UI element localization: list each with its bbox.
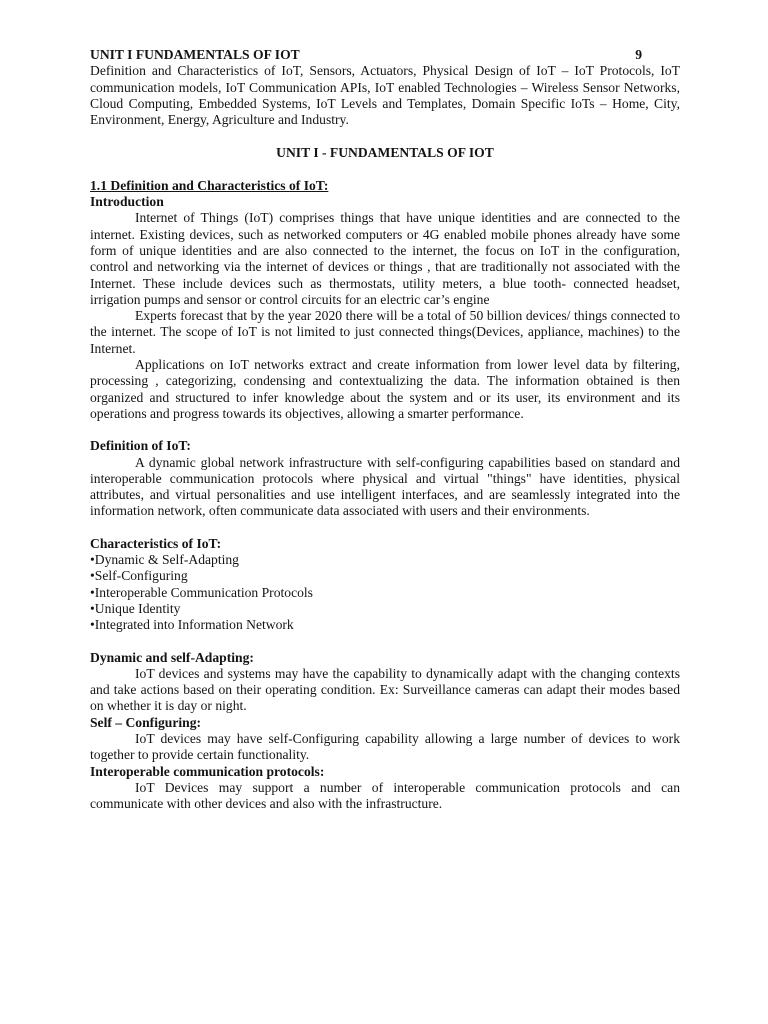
section-heading-1-1: 1.1 Definition and Characteristics of IoT:: [90, 177, 329, 193]
document-page: [90, 47, 680, 812]
self-configuring-text: IoT devices may have self-Configuring capability allowing a large number of devices to work together to provide certain functionality.: [90, 730, 680, 763]
intro-paragraph: Internet of Things (IoT) comprises things that have unique identities and are connected to the internet. Existing devices, such as networked computers or 4G enabled mobile phones already have some form of unique identities and are also connected to the internet, the focus on IoT in the configuration, control and networking via the internet of devices or things , that are traditionally not associated with the Internet. These include devices such as thermostats, utility meters, a blue tooth- connected headset, irrigation pumps and sensor or control circuits for an electric car’s engine: [90, 210, 680, 307]
page-number: 9: [635, 47, 642, 62]
definition-text: A dynamic global network infrastructure with self-configuring capabilities based on standard and interoperable communication protocols where physical and virtual "things" have identities, physical attributes, and virtual personalities and use intelligent interfaces, and are seamlessly integrated into the information network, often communicate data associated with users and their environments.: [90, 454, 680, 519]
list-item: • Integrated into Information Network: [90, 617, 680, 633]
dynamic-heading: Dynamic and self-Adapting:: [90, 649, 254, 665]
characteristics-list: [90, 552, 680, 633]
definition-heading: Definition of IoT:: [90, 438, 191, 454]
dynamic-text: IoT devices and systems may have the capability to dynamically adapt with the changing contexts and take actions based on their operating condition. Ex: Surveillance cameras can adapt their modes based on whether it is day or night.: [90, 665, 680, 714]
self-configuring-heading: Self – Configuring:: [90, 714, 202, 730]
interoperable-heading: Interoperable communication protocols:: [90, 763, 325, 779]
list-item: • Interoperable Communication Protocols: [90, 585, 680, 601]
main-title: UNIT I - FUNDAMENTALS OF IOT: [276, 145, 494, 161]
list-item: • Self-Configuring: [90, 568, 680, 584]
intro-paragraph: Experts forecast that by the year 2020 there will be a total of 50 billion devices/ things connected to the internet. The scope of IoT is not limited to just connected things(Devices, appliance, machines) to the Internet.: [90, 308, 680, 356]
page-header: [90, 47, 680, 63]
list-item: • Dynamic & Self-Adapting: [90, 552, 680, 568]
unit-title: UNIT I FUNDAMENTALS OF IOT: [90, 47, 300, 62]
syllabus-text: Definition and Characteristics of IoT, Sensors, Actuators, Physical Design of IoT – IoT Protocols, IoT communication models, IoT Communication APIs, IoT enabled Technologies – Wireless Sensor Networks, Cloud Computing, Embedded Systems, IoT Levels and Templates, Domain Specific IoTs – Home, City, Environment, Energy, Agriculture and Industry.: [90, 63, 680, 128]
intro-paragraph: Applications on IoT networks extract and create information from lower level data by filtering, processing , categorizing, condensing and contextualizing the data. The information obtained is then organized and structured to infer knowledge about the system and or its user, its environment and its operations and progress towards its objectives, allowing a smarter performance.: [90, 357, 680, 421]
list-item: • Unique Identity: [90, 601, 680, 617]
introduction-heading: Introduction: [90, 194, 164, 210]
interoperable-text: IoT Devices may support a number of interoperable communication protocols and can communicate with other devices and also with the infrastructure.: [90, 779, 680, 812]
characteristics-heading: Characteristics of IoT:: [90, 535, 222, 551]
